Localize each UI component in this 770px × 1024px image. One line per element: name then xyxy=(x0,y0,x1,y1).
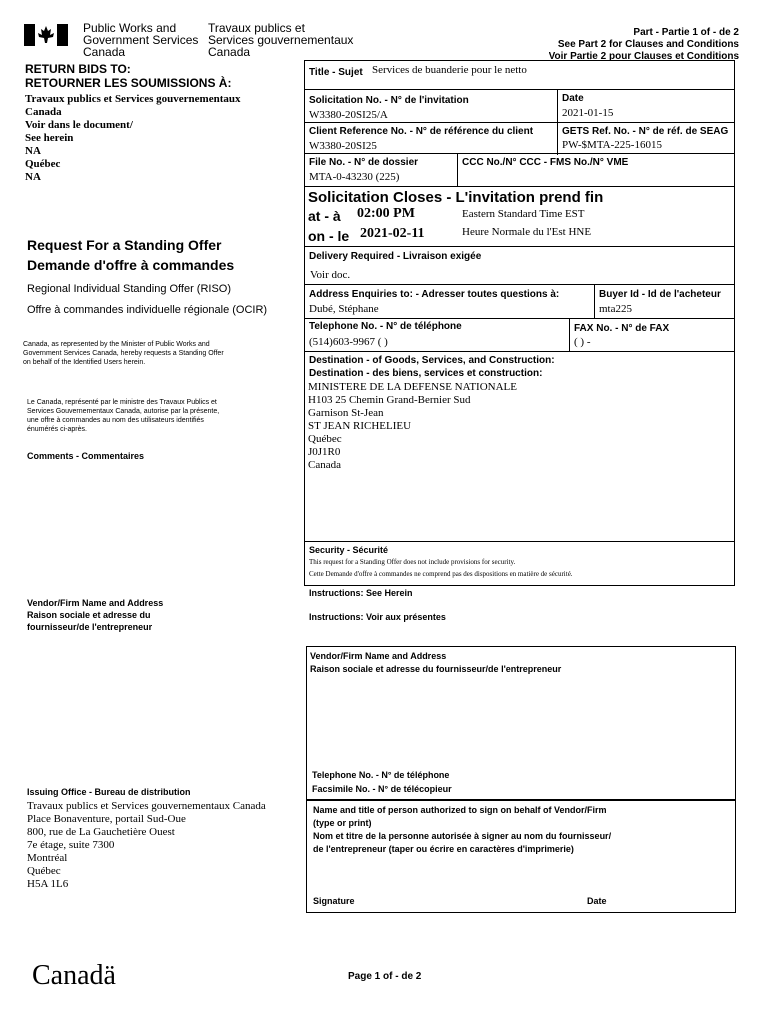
comments-label: Comments - Commentaires xyxy=(27,451,145,461)
authorized-person-label xyxy=(313,804,611,856)
closes-at-label: at - à xyxy=(308,208,341,224)
timezone-fr: Heure Normale du l'Est HNE xyxy=(462,226,592,238)
canada-flag-logo xyxy=(24,24,68,46)
return-line: Voir dans le document/ xyxy=(25,119,133,131)
destination-line: Garnison St-Jean xyxy=(308,407,384,419)
gets-ref-label: GETS Ref. No. - N° de réf. de SEAG xyxy=(562,126,729,137)
gov-name-fr xyxy=(208,22,353,58)
sign-line: Nom et titre de la personne autorisée à signer au nom du fournisseur/ xyxy=(313,831,612,841)
issuing-line: 7e étage, suite 7300 xyxy=(27,839,115,851)
vendor-box-label-fr: Raison sociale et adresse du fournisseur/de l'entrepreneur xyxy=(310,664,562,674)
request-paragraph-fr xyxy=(27,398,219,434)
vendor-left-label xyxy=(27,597,163,633)
date-label: Date xyxy=(562,93,584,104)
canada-wordmark: Canadä xyxy=(32,960,116,991)
signature-date-label: Date xyxy=(587,896,607,906)
destination-line: J0J1R0 xyxy=(308,446,341,458)
client-ref-value[interactable]: W3380-20SI25 xyxy=(309,140,377,152)
sign-line: (type or print) xyxy=(313,818,372,828)
para-line: une offre à commandes au nom des utilisateurs identifiés xyxy=(27,417,204,424)
return-line: NA xyxy=(25,171,41,183)
para-line: Services Gouvernementaux Canada, autorise par la présente, xyxy=(27,408,220,415)
destination-label-fr: Destination - des biens, services et construction: xyxy=(309,368,543,379)
vendor-name-address-field[interactable] xyxy=(308,678,734,766)
return-line: NA xyxy=(25,145,41,157)
gov-fr-line: Canada xyxy=(208,45,251,59)
closes-on-label: on - le xyxy=(308,228,350,244)
fax-value[interactable]: ( ) - xyxy=(574,336,591,348)
gov-fr-line: Travaux publics et xyxy=(208,21,305,35)
issuing-line: Travaux publics et Services gouvernementaux Canada xyxy=(27,800,266,812)
solicitation-label: Solicitation No. - N° de l'invitation xyxy=(309,95,469,106)
address-enquiries-value[interactable]: Dubé, Stéphane xyxy=(309,303,379,315)
para-line: Government Services Canada, hereby requests a Standing Offer xyxy=(23,350,224,357)
security-text-en: This request for a Standing Offer does not include provisions for security. xyxy=(309,558,516,566)
telephone-value[interactable]: (514)603-9967 ( ) xyxy=(309,336,388,348)
issuing-line: H5A 1L6 xyxy=(27,878,69,890)
gets-ref-value[interactable]: PW-$MTA-225-16015 xyxy=(562,139,662,151)
return-line: Canada xyxy=(25,106,62,118)
delivery-value[interactable]: Voir doc. xyxy=(310,269,351,281)
vendor-left-line: Vendor/Firm Name and Address xyxy=(27,598,164,608)
signature-label: Signature xyxy=(313,896,355,906)
file-no-value[interactable]: MTA-0-43230 (225) xyxy=(309,171,400,183)
return-line: Travaux publics et Services gouvernementaux xyxy=(25,93,241,105)
request-title-fr: Demande d'offre à commandes xyxy=(27,257,235,273)
issuing-line: Place Bonaventure, portail Sud-Oue xyxy=(27,813,186,825)
security-label: Security - Sécurité xyxy=(309,545,389,555)
gov-en-line: Canada xyxy=(83,45,126,59)
para-line: énumérés ci-après. xyxy=(27,426,87,433)
title-value[interactable]: Services de buanderie pour le netto xyxy=(372,64,527,76)
signature-field[interactable] xyxy=(360,878,570,908)
vendor-left-line: Raison sociale et adresse du xyxy=(27,610,151,620)
issuing-line: 800, rue de La Gauchetière Ouest xyxy=(27,826,175,838)
fax-label: FAX No. - N° de FAX xyxy=(574,323,670,334)
sign-line: Name and title of person authorized to sign on behalf of Vendor/Firm xyxy=(313,805,607,815)
issuing-office-label: Issuing Office - Bureau de distribution xyxy=(27,787,191,797)
destination-line: Québec xyxy=(308,433,342,445)
file-no-label: File No. - N° de dossier xyxy=(309,157,419,168)
return-bids-title-en: RETURN BIDS TO: xyxy=(25,62,131,76)
vendor-left-line: fournisseur/de l'entrepreneur xyxy=(27,622,153,632)
issuing-line: Montréal xyxy=(27,852,68,864)
para-line: Canada, as represented by the Minister of Public Works and xyxy=(23,341,210,348)
part-indicator: Part - Partie 1 of - de 2 xyxy=(633,27,739,38)
return-line: Québec xyxy=(25,158,61,170)
para-line: Le Canada, représenté par le ministre des Travaux Publics et xyxy=(27,399,217,406)
offer-type-fr: Offre à commandes individuelle régionale (OCIR) xyxy=(27,304,268,316)
buyer-id-label: Buyer Id - Id de l'acheteur xyxy=(599,289,721,300)
delivery-label: Delivery Required - Livraison exigée xyxy=(309,251,482,262)
offer-type-en: Regional Individual Standing Offer (RISO) xyxy=(27,283,232,295)
para-line: on behalf of the Identified Users herein. xyxy=(23,359,146,366)
see-part-fr: Voir Partie 2 pour Clauses et Conditions xyxy=(548,51,739,60)
page-number: Page 1 of - de 2 xyxy=(348,971,422,982)
vendor-box-label-en: Vendor/Firm Name and Address xyxy=(310,651,447,661)
solicitation-value[interactable]: W3380-20SI25/A xyxy=(309,109,388,121)
return-bids-title-fr: RETOURNER LES SOUMISSIONS À: xyxy=(25,76,232,90)
issuing-office-address xyxy=(27,800,266,891)
destination-line: MINISTERE DE LA DEFENSE NATIONALE xyxy=(308,381,517,393)
vendor-facsimile-label: Facsimile No. - N° de télécopieur xyxy=(312,784,452,794)
timezone-en: Eastern Standard Time EST xyxy=(462,208,585,220)
buyer-id-value[interactable]: mta225 xyxy=(599,303,632,315)
ccc-label: CCC No./N° CCC - FMS No./N° VME xyxy=(462,157,629,168)
address-enquiries-label: Address Enquiries to: - Adresser toutes questions à: xyxy=(309,289,560,300)
security-text-fr: Cette Demande d'offre à commandes ne comprend pas des dispositions en matière de sécurité. xyxy=(309,570,573,578)
sign-line: de l'entrepreneur (taper ou écrire en caractères d'imprimerie) xyxy=(313,844,574,854)
destination-line: ST JEAN RICHELIEU xyxy=(308,420,412,432)
destination-line: H103 25 Chemin Grand-Bernier Sud xyxy=(308,394,471,406)
telephone-label: Telephone No. - N° de téléphone xyxy=(309,321,462,332)
closes-title: Solicitation Closes - L'invitation prend fin xyxy=(308,189,604,206)
date-value[interactable]: 2021-01-15 xyxy=(562,107,614,119)
gov-en-line: Government Services xyxy=(83,33,199,47)
title-label: Title - Sujet xyxy=(309,67,363,78)
closes-at-value[interactable]: 02:00 PM xyxy=(357,206,415,221)
return-bids-address xyxy=(25,93,241,184)
see-part-en: See Part 2 for Clauses and Conditions xyxy=(557,39,739,50)
destination-line: Canada xyxy=(308,459,341,471)
instructions-en: Instructions: See Herein xyxy=(309,588,413,598)
gov-fr-line: Services gouvernementaux xyxy=(208,33,354,47)
vendor-telephone-label: Telephone No. - N° de téléphone xyxy=(312,770,450,780)
gov-name-en xyxy=(83,22,198,58)
destination-address xyxy=(308,381,517,472)
closes-on-value[interactable]: 2021-02-11 xyxy=(360,226,425,241)
request-paragraph-en xyxy=(23,340,224,367)
gov-en-line: Public Works and xyxy=(83,21,177,35)
request-title-en: Request For a Standing Offer xyxy=(27,237,222,253)
issuing-line: Québec xyxy=(27,865,61,877)
instructions-fr: Instructions: Voir aux présentes xyxy=(309,612,446,622)
destination-label-en: Destination - of Goods, Services, and Construction: xyxy=(309,355,555,366)
return-line: See herein xyxy=(25,132,74,144)
client-ref-label: Client Reference No. - N° de référence du client xyxy=(309,126,534,137)
